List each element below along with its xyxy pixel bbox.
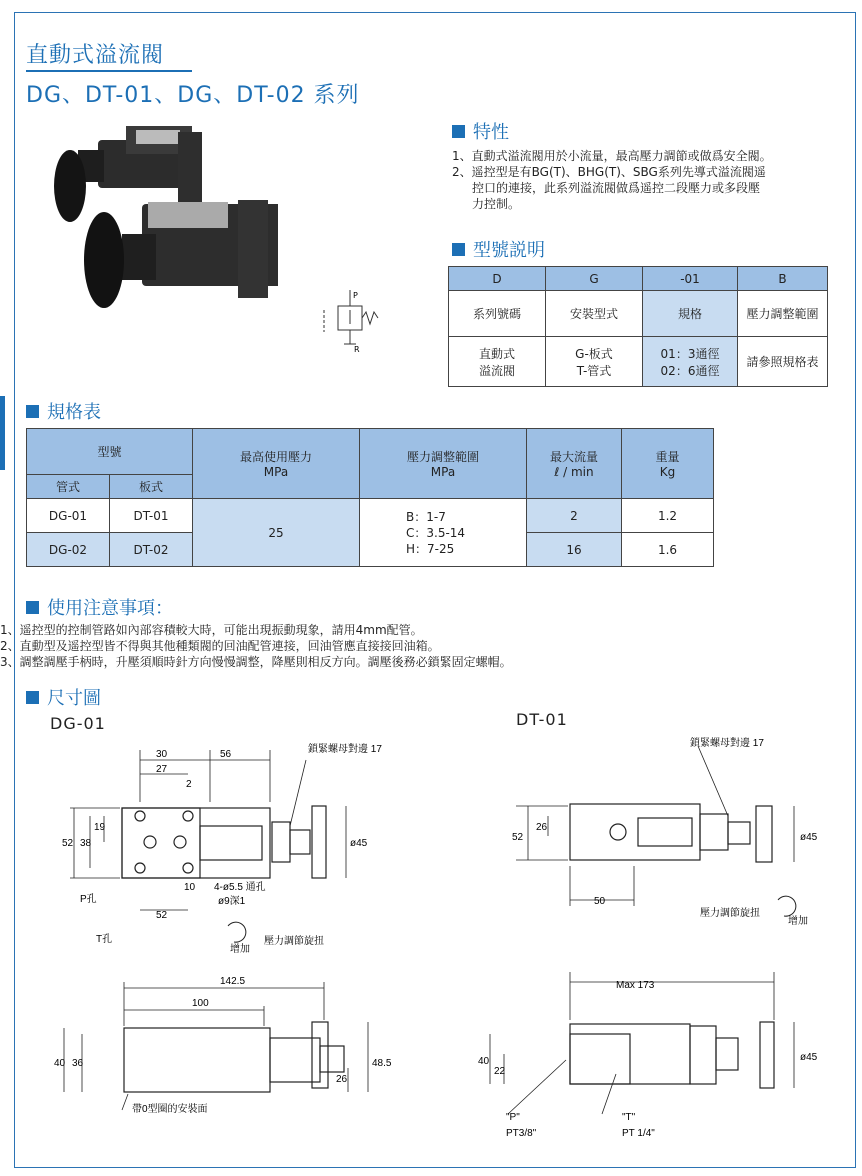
dim-label: P孔 [80, 894, 97, 905]
dim-label: 2 [186, 779, 192, 790]
dg01-side-drawing [52, 970, 392, 1130]
spec-header-pipe: 管式 [27, 475, 110, 499]
feature-item: 力控制。 [472, 197, 521, 211]
title-underline [26, 70, 192, 72]
dim-label: 增加 [788, 916, 808, 927]
dim-label: ø45 [800, 832, 818, 843]
dim-label: "T" [622, 1112, 636, 1123]
model-header-cell: G [546, 267, 643, 291]
dim-label: 26 [336, 1074, 348, 1085]
page-title: 直動式溢流閥 [26, 43, 165, 68]
dt01-front-drawing [488, 736, 828, 936]
dim-label: ø9深1 [218, 896, 246, 907]
dg01-front-drawing [60, 740, 420, 960]
model-cell: 系列號碼 [449, 291, 546, 337]
spec-header-plate: 板式 [110, 475, 193, 499]
features-heading: 特性 [452, 118, 509, 144]
note-item: 3、調整調壓手柄時，升壓須順時針方向慢慢調整，降壓則相反方向。調壓後務必鎖緊固定螺帽。 [0, 655, 512, 669]
product-photo [28, 110, 278, 315]
model-cell: G-板式 T-管式 [546, 337, 643, 387]
table-cell: 2 [527, 499, 622, 533]
spec-header-pressure: 最高使用壓力 MPa [193, 429, 360, 499]
spec-pressure-cell: 25 [193, 499, 360, 567]
spec-header-flow: 最大流量 ℓ / min [527, 429, 622, 499]
side-accent-bar [0, 396, 5, 470]
dim-label: 30 [156, 749, 168, 760]
spec-heading: 規格表 [26, 398, 101, 424]
dim-label: 100 [192, 998, 209, 1009]
dim-label: 40 [478, 1056, 490, 1067]
symbol-p-label: P [353, 291, 358, 300]
model-table [448, 266, 828, 387]
model-cell: 壓力調整範圍 [738, 291, 828, 337]
spec-range-cell: B：1-7 C：3.5-14 H：7-25 [360, 499, 527, 567]
feature-item: 控口的連接，此系列溢流閥做爲遥控二段壓力或多段壓 [472, 181, 761, 195]
dim-label: 22 [494, 1066, 506, 1077]
note-item: 2、直動型及遥控型皆不得與其他種類閥的回油配管連接，回油管應直接接回油箱。 [0, 639, 440, 653]
model-header-cell: D [449, 267, 546, 291]
dt01-label: DT-01 [516, 710, 568, 729]
dim-label: 壓力調節旋扭 [264, 936, 324, 947]
model-heading: 型號説明 [452, 236, 545, 262]
features-list [452, 148, 852, 212]
notes-heading: 使用注意事項： [26, 594, 173, 620]
dim-label: 52 [156, 910, 168, 921]
dim-label: 19 [94, 822, 106, 833]
dim-label: 鎖緊螺母對邊 17 [690, 738, 764, 749]
dim-label: 壓力調節旋扭 [700, 908, 760, 919]
dim-label: 48.5 [372, 1058, 392, 1069]
dim-label: 38 [80, 838, 92, 849]
dim-label: 36 [72, 1058, 84, 1069]
table-cell: 16 [527, 533, 622, 567]
spec-header-weight: 重量 Kg [622, 429, 714, 499]
dim-label: 50 [594, 896, 606, 907]
feature-item: 1、直動式溢流閥用於小流量，最高壓力調節或做爲安全閥。 [452, 149, 772, 163]
symbol-r-label: R [354, 345, 360, 354]
dim-label: PT3/8" [506, 1128, 537, 1139]
note-item: 1、遥控型的控制管路如內部容積較大時，可能出現振動現象，請用4mm配管。 [0, 623, 423, 637]
dims-heading: 尺寸圖 [26, 684, 101, 710]
feature-item: 2、遥控型是有BG(T)、BHG(T)、SBG系列先導式溢流閥遥 [452, 165, 766, 179]
spec-table [26, 428, 714, 567]
model-cell: 請參照規格表 [738, 337, 828, 387]
dim-label: 142.5 [220, 976, 246, 987]
table-cell: DT-01 [110, 499, 193, 533]
page-subtitle: DG、DT-01、DG、DT-02 系列 [26, 83, 360, 108]
dim-label: 26 [536, 822, 548, 833]
hydraulic-symbol [320, 288, 380, 354]
dim-label: T孔 [96, 934, 113, 945]
table-cell: 1.6 [622, 533, 714, 567]
dt01-side-drawing [476, 964, 826, 1144]
dim-label: 52 [62, 838, 74, 849]
model-cell: 規格 [643, 291, 738, 337]
model-cell: 安裝型式 [546, 291, 643, 337]
dim-label: "P" [506, 1112, 520, 1123]
dim-label: 27 [156, 764, 168, 775]
table-cell: DT-02 [110, 533, 193, 567]
dim-label: 帶0型圈的安裝面 [132, 1104, 208, 1115]
model-cell: 01：3通徑 02：6通徑 [643, 337, 738, 387]
dim-label: 52 [512, 832, 524, 843]
model-cell: 直動式 溢流閥 [449, 337, 546, 387]
spec-header-model: 型號 [27, 429, 193, 475]
notes-list [0, 622, 850, 670]
dim-label: Max 173 [616, 980, 655, 991]
spec-header-range: 壓力調整範圍 MPa [360, 429, 527, 499]
dim-label: PT 1/4" [622, 1128, 655, 1139]
dim-label: 增加 [230, 944, 250, 955]
dim-label: 4-ø5.5 通孔 [214, 882, 266, 893]
dim-label: ø45 [800, 1052, 818, 1063]
dim-label: ø45 [350, 838, 368, 849]
table-cell: DG-02 [27, 533, 110, 567]
model-header-cell: -01 [643, 267, 738, 291]
dg01-label: DG-01 [50, 714, 106, 733]
model-header-cell: B [738, 267, 828, 291]
table-cell: 1.2 [622, 499, 714, 533]
dim-label: 10 [184, 882, 196, 893]
dim-label: 56 [220, 749, 232, 760]
table-cell: DG-01 [27, 499, 110, 533]
dim-label: 鎖緊螺母對邊 17 [308, 744, 382, 755]
dim-label: 40 [54, 1058, 66, 1069]
